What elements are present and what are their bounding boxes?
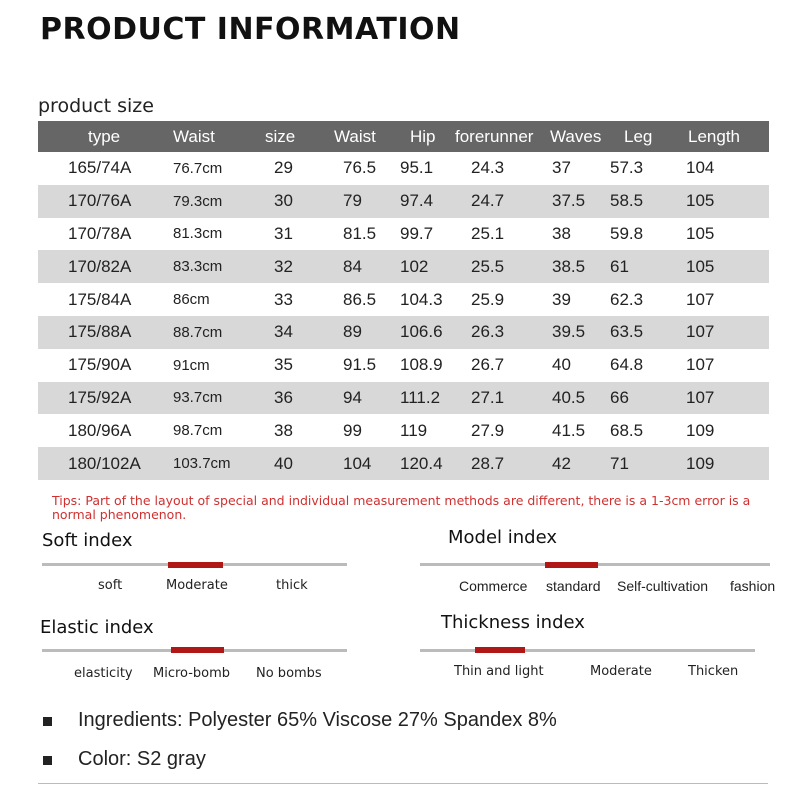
cell-leg: 62.3 bbox=[610, 289, 644, 309]
measurement-tip: Tips: Part of the layout of special and individual measurement methods are different, there is a 1-3cm error is a normal phenomenon. bbox=[52, 493, 751, 522]
cell-type: 170/78A bbox=[68, 223, 132, 243]
thickness-option-thicken: Thicken bbox=[688, 664, 739, 679]
cell-waves: 39 bbox=[552, 289, 571, 309]
header-type: type bbox=[88, 126, 121, 146]
soft-option-thick: thick bbox=[276, 578, 308, 593]
cell-hip: 106.6 bbox=[400, 322, 443, 342]
cell-forerunner: 26.7 bbox=[471, 355, 505, 375]
cell-length: 107 bbox=[686, 289, 715, 309]
table-row bbox=[38, 218, 769, 251]
cell-hip: 108.9 bbox=[400, 355, 443, 375]
cell-size: 29 bbox=[274, 158, 293, 178]
cell-waves: 40 bbox=[552, 355, 571, 375]
cell-waist-label: 93.7cm bbox=[173, 389, 223, 407]
cell-forerunner: 27.1 bbox=[471, 387, 505, 407]
thickness-index-marker bbox=[475, 647, 525, 653]
cell-forerunner: 24.3 bbox=[471, 158, 505, 178]
cell-size: 31 bbox=[274, 223, 293, 243]
cell-waist: 104 bbox=[343, 453, 372, 473]
cell-hip: 95.1 bbox=[400, 158, 434, 178]
cell-size: 38 bbox=[274, 420, 293, 440]
divider bbox=[38, 783, 768, 784]
header-waves: Waves bbox=[550, 126, 602, 146]
cell-type: 175/84A bbox=[68, 289, 132, 309]
cell-waist-label: 88.7cm bbox=[173, 323, 223, 341]
elastic-option-elasticity: elasticity bbox=[74, 666, 133, 681]
ingredients-text: Ingredients: Polyester 65% Viscose 27% Spandex 8% bbox=[78, 709, 557, 731]
cell-waist: 86.5 bbox=[343, 289, 377, 309]
cell-length: 105 bbox=[686, 256, 715, 276]
elastic-index-marker bbox=[171, 647, 224, 653]
cell-waves: 42 bbox=[552, 453, 571, 473]
cell-waves: 40.5 bbox=[552, 387, 586, 407]
bullet-icon bbox=[43, 717, 52, 726]
cell-size: 35 bbox=[274, 355, 293, 375]
cell-leg: 63.5 bbox=[610, 322, 644, 342]
elastic-index-title: Elastic index bbox=[40, 617, 154, 638]
cell-waves: 41.5 bbox=[552, 420, 586, 440]
table-row bbox=[38, 349, 769, 382]
header-hip: Hip bbox=[410, 126, 436, 146]
model-index-marker bbox=[545, 562, 598, 568]
page-title: PRODUCT INFORMATION bbox=[40, 12, 461, 47]
soft-index-title: Soft index bbox=[42, 530, 133, 551]
size-section-label: product size bbox=[38, 95, 154, 117]
table-body bbox=[38, 152, 769, 480]
cell-size: 32 bbox=[274, 256, 293, 276]
cell-waist-label: 98.7cm bbox=[173, 422, 223, 440]
cell-length: 104 bbox=[686, 158, 715, 178]
bullet-icon bbox=[43, 756, 52, 765]
cell-waist-label: 81.3cm bbox=[173, 225, 223, 243]
cell-type: 175/88A bbox=[68, 322, 132, 342]
soft-option-soft: soft bbox=[98, 578, 123, 593]
cell-type: 180/102A bbox=[68, 453, 141, 473]
model-index-title: Model index bbox=[448, 527, 558, 548]
thickness-index-scale bbox=[420, 649, 755, 652]
cell-leg: 57.3 bbox=[610, 158, 644, 178]
header-size: size bbox=[265, 126, 296, 146]
cell-size: 40 bbox=[274, 453, 293, 473]
cell-length: 107 bbox=[686, 355, 715, 375]
cell-type: 170/76A bbox=[68, 191, 132, 211]
table-row bbox=[38, 283, 769, 316]
header-length: Length bbox=[688, 126, 740, 146]
cell-leg: 66 bbox=[610, 387, 629, 407]
cell-type: 175/92A bbox=[68, 387, 132, 407]
model-option-commerce: Commerce bbox=[459, 578, 528, 594]
cell-length: 107 bbox=[686, 322, 715, 342]
table-row bbox=[38, 152, 769, 185]
cell-forerunner: 26.3 bbox=[471, 322, 505, 342]
cell-waist-label: 103.7cm bbox=[173, 455, 231, 473]
cell-waist: 94 bbox=[343, 387, 362, 407]
cell-waist-label: 79.3cm bbox=[173, 192, 223, 210]
model-option-fashion: fashion bbox=[730, 578, 776, 594]
cell-length: 109 bbox=[686, 453, 715, 473]
cell-type: 170/82A bbox=[68, 256, 132, 276]
cell-waist: 79 bbox=[343, 191, 362, 211]
cell-length: 107 bbox=[686, 387, 715, 407]
cell-waves: 38.5 bbox=[552, 256, 586, 276]
cell-waves: 37 bbox=[552, 158, 571, 178]
cell-size: 33 bbox=[274, 289, 293, 309]
header-leg: Leg bbox=[624, 126, 653, 146]
cell-length: 105 bbox=[686, 223, 715, 243]
cell-hip: 104.3 bbox=[400, 289, 443, 309]
cell-leg: 59.8 bbox=[610, 223, 644, 243]
cell-waist: 91.5 bbox=[343, 355, 377, 375]
cell-waves: 39.5 bbox=[552, 322, 586, 342]
cell-size: 36 bbox=[274, 387, 293, 407]
cell-type: 180/96A bbox=[68, 420, 132, 440]
elastic-option-micro-bomb: Micro-bomb bbox=[153, 666, 231, 681]
cell-leg: 58.5 bbox=[610, 191, 644, 211]
cell-hip: 119 bbox=[400, 420, 428, 440]
cell-leg: 71 bbox=[610, 453, 629, 473]
header-waist-2: Waist bbox=[334, 126, 376, 146]
cell-size: 34 bbox=[274, 322, 293, 342]
soft-index-marker bbox=[168, 562, 223, 568]
cell-forerunner: 27.9 bbox=[471, 420, 505, 440]
header-waist: Waist bbox=[173, 126, 215, 146]
color-text: Color: S2 gray bbox=[78, 748, 206, 770]
cell-waves: 37.5 bbox=[552, 191, 586, 211]
model-option-standard: standard bbox=[546, 578, 601, 594]
cell-waves: 38 bbox=[552, 223, 571, 243]
soft-option-moderate: Moderate bbox=[166, 578, 228, 593]
cell-hip: 99.7 bbox=[400, 223, 434, 243]
cell-hip: 102 bbox=[400, 256, 429, 276]
cell-waist: 99 bbox=[343, 420, 362, 440]
table-row bbox=[38, 185, 769, 218]
table-row bbox=[38, 250, 769, 283]
cell-size: 30 bbox=[274, 191, 293, 211]
thickness-option-thin-and-light: Thin and light bbox=[454, 664, 544, 679]
thickness-option-moderate: Moderate bbox=[590, 664, 652, 679]
cell-waist-label: 76.7cm bbox=[173, 159, 223, 177]
table-row bbox=[38, 316, 769, 349]
cell-hip: 111.2 bbox=[400, 387, 441, 407]
cell-waist: 76.5 bbox=[343, 158, 377, 178]
cell-leg: 64.8 bbox=[610, 355, 644, 375]
cell-waist-label: 86cm bbox=[173, 291, 210, 309]
cell-forerunner: 24.7 bbox=[471, 191, 505, 211]
model-option-self-cultivation: Self-cultivation bbox=[617, 578, 709, 594]
cell-leg: 61 bbox=[610, 256, 629, 276]
cell-waist-label: 83.3cm bbox=[173, 258, 223, 276]
cell-forerunner: 25.5 bbox=[471, 256, 505, 276]
cell-waist: 89 bbox=[343, 322, 362, 342]
cell-length: 109 bbox=[686, 420, 715, 440]
cell-type: 165/74A bbox=[68, 158, 132, 178]
table-row bbox=[38, 414, 769, 447]
cell-type: 175/90A bbox=[68, 355, 132, 375]
cell-hip: 120.4 bbox=[400, 453, 443, 473]
table-row bbox=[38, 447, 769, 480]
cell-waist-label: 91cm bbox=[173, 356, 210, 374]
thickness-index-title: Thickness index bbox=[441, 612, 585, 633]
cell-forerunner: 25.9 bbox=[471, 289, 505, 309]
cell-forerunner: 25.1 bbox=[471, 223, 505, 243]
cell-waist: 81.5 bbox=[343, 223, 377, 243]
elastic-option-no-bombs: No bombs bbox=[256, 666, 322, 681]
table-row bbox=[38, 382, 769, 415]
header-forerunner: forerunner bbox=[455, 126, 534, 146]
cell-forerunner: 28.7 bbox=[471, 453, 505, 473]
cell-hip: 97.4 bbox=[400, 191, 434, 211]
cell-waist: 84 bbox=[343, 256, 362, 276]
cell-leg: 68.5 bbox=[610, 420, 644, 440]
cell-length: 105 bbox=[686, 191, 715, 211]
size-table bbox=[38, 121, 769, 480]
table-header-row bbox=[38, 121, 769, 152]
